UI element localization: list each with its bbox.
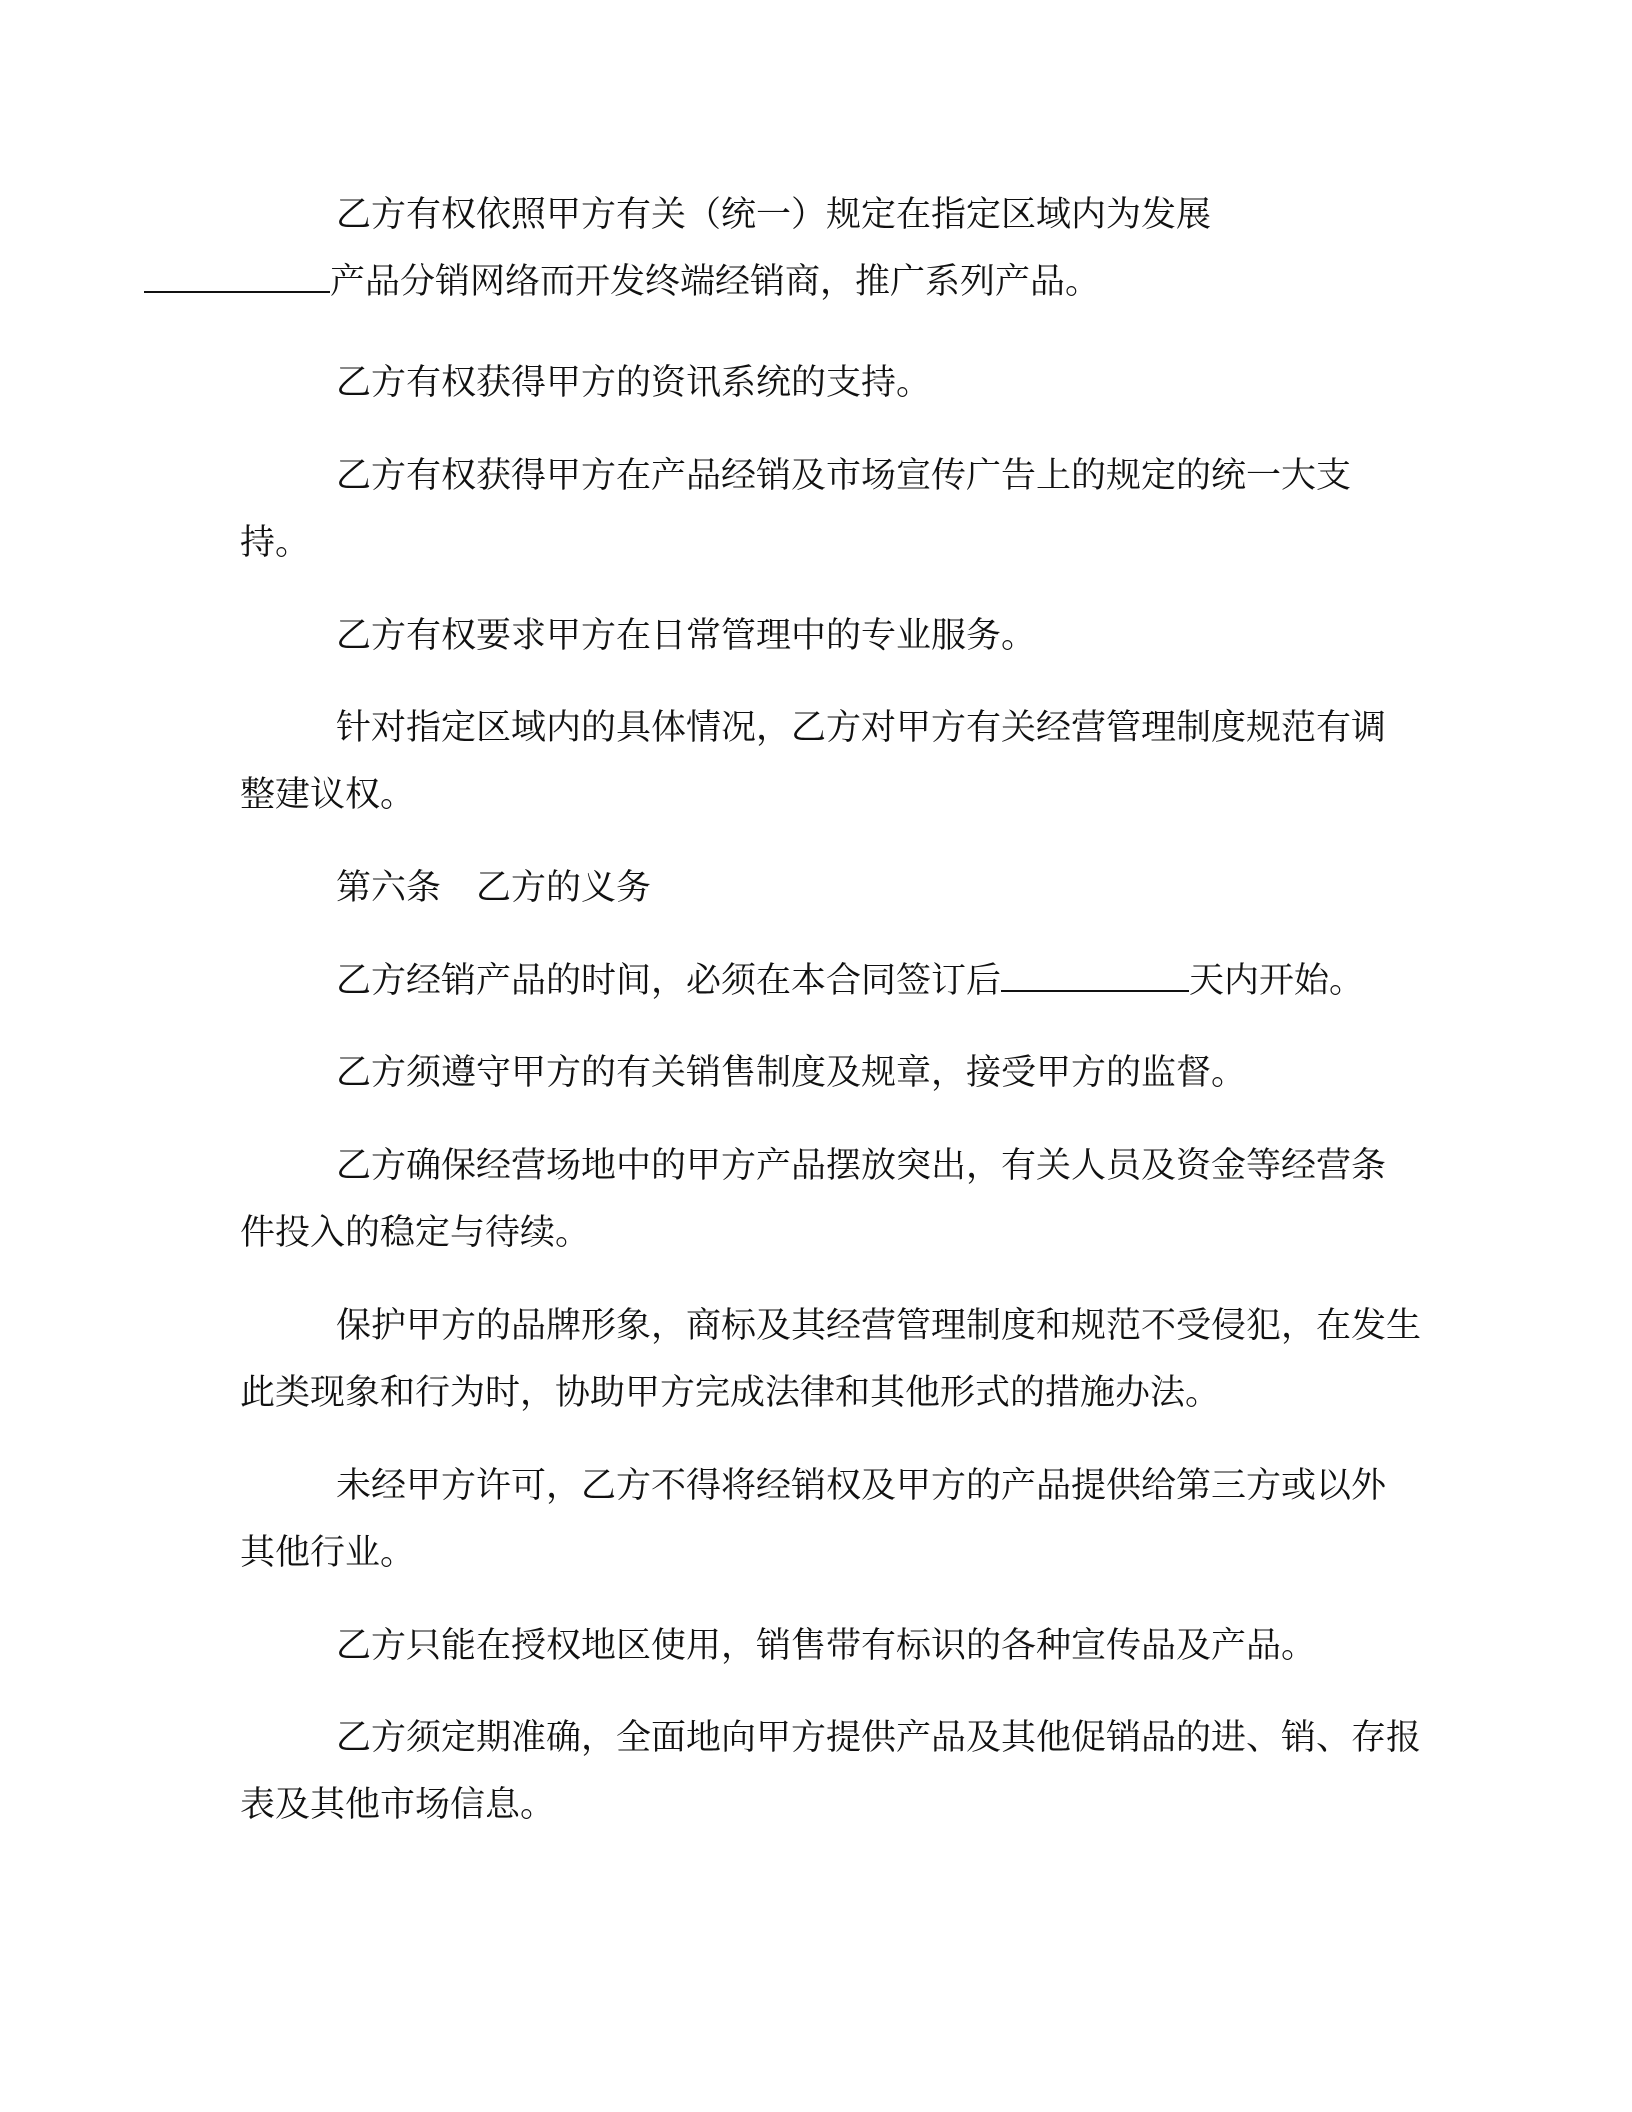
paragraph-duty-display (240, 1133, 1410, 1267)
paragraph-text: 乙方有权获得甲方的资讯系统的支持。 (336, 363, 932, 403)
paragraph-text: 天内开始。 (1189, 961, 1365, 1001)
paragraph-rights-suggestion (240, 695, 1410, 829)
paragraph-text: 乙方有权要求甲方在日常管理中的专业服务。 (336, 616, 1037, 656)
paragraph-duty-no-transfer (240, 1453, 1410, 1587)
paragraph-text: 乙方只能在授权地区使用，销售带有标识的各种宣传品及产品。 (336, 1626, 1317, 1666)
paragraph-rights-info-system (240, 350, 1410, 417)
paragraph-text: 乙方有权获得甲方在产品经销及市场宣传广告上的规定的统一大支持。 (240, 456, 1352, 563)
paragraph-text: 乙方经销产品的时间，必须在本合同签订后 (336, 961, 1002, 1001)
paragraph-rights-marketing-support (240, 443, 1410, 577)
paragraph-text: 保护甲方的品牌形象，商标及其经营管理制度和规范不受侵犯，在发生此类现象和行为时，协助甲方完成法律和其他形式的措施办法。 (240, 1306, 1422, 1413)
paragraph-text: 针对指定区域内的具体情况，乙方对甲方有关经营管理制度规范有调整建议权。 (240, 708, 1387, 815)
paragraph-text: 乙方须遵守甲方的有关销售制度及规章，接受甲方的监督。 (336, 1053, 1247, 1093)
paragraph-rights-distribution (240, 182, 1410, 316)
paragraph-text: 乙方有权依照甲方有关（统一）规定在指定区域内为发展 (336, 195, 1212, 235)
paragraph-duty-compliance (240, 1040, 1410, 1107)
paragraph-duty-reporting (240, 1705, 1430, 1839)
paragraph-text: 未经甲方许可，乙方不得将经销权及甲方的产品提供给第三方或以外其他行业。 (240, 1466, 1387, 1573)
article-heading (240, 855, 1410, 922)
paragraph-duty-brand-protection (240, 1293, 1430, 1427)
heading-text: 第六条 乙方的义务 (336, 868, 652, 908)
paragraph-text: 产品分销网络而开发终端经销商，推广系列产品。 (330, 262, 1101, 302)
paragraph-text: 乙方须定期准确，全面地向甲方提供产品及其他促销品的进、销、存报表及其他市场信息。 (240, 1718, 1422, 1825)
paragraph-duty-start-time (240, 948, 1430, 1015)
fill-in-blank (144, 258, 330, 293)
paragraph-duty-authorized-region (240, 1613, 1410, 1680)
paragraph-text: 乙方确保经营场地中的甲方产品摆放突出，有关人员及资金等经营条件投入的稳定与待续。 (240, 1146, 1387, 1253)
paragraph-rights-professional-service (240, 603, 1410, 670)
fill-in-blank (1001, 957, 1189, 992)
